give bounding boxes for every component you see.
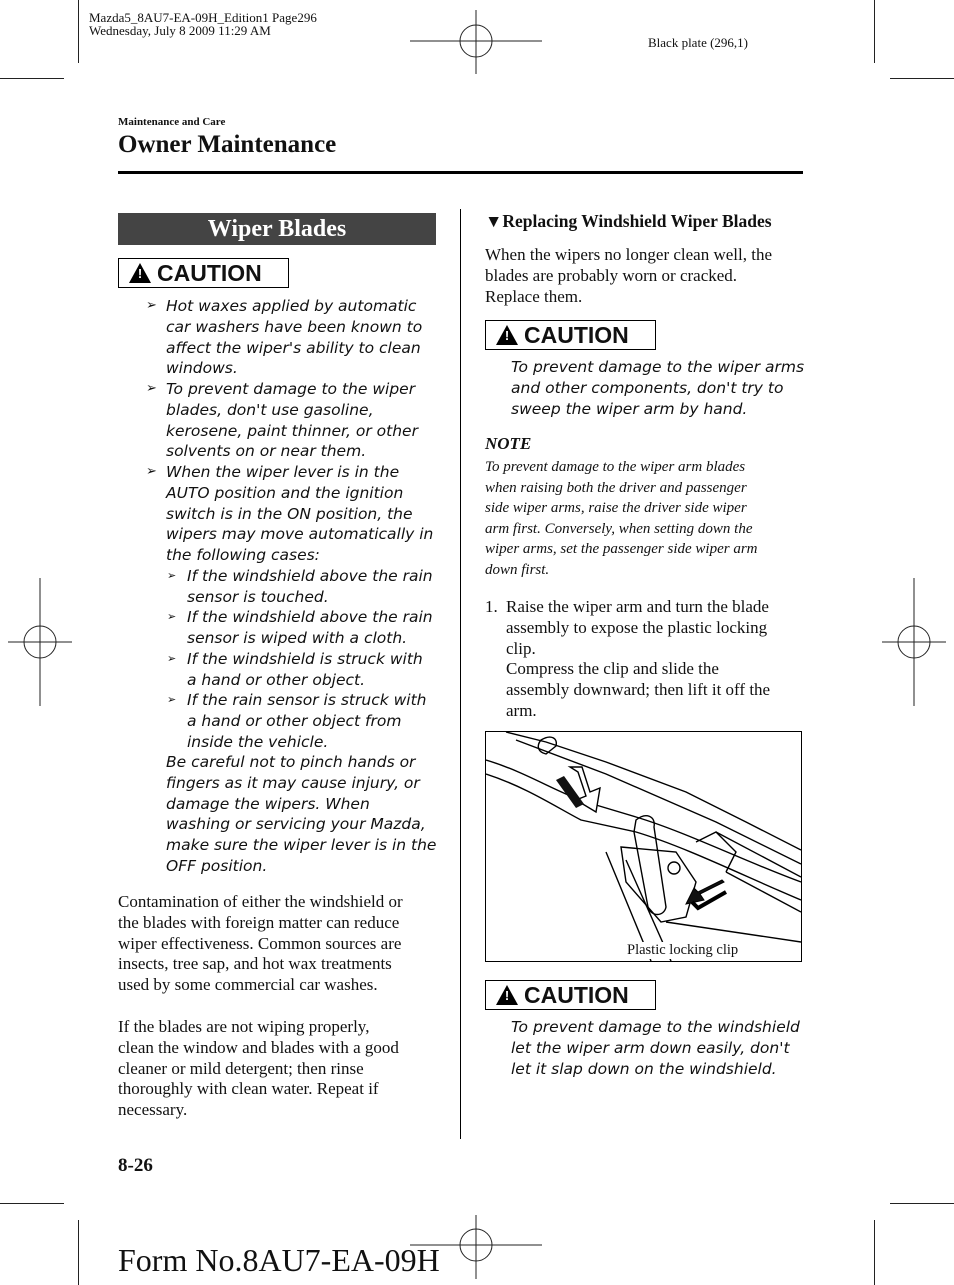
bullet-line: a hand or other object. xyxy=(187,670,366,689)
bullet-line: kerosene, paint thinner, or other xyxy=(166,421,418,440)
caution-line: let the wiper arm down easily, don't xyxy=(511,1038,790,1057)
warning-line: washing or servicing your Mazda, xyxy=(166,815,426,834)
body-line: necessary. xyxy=(118,1100,188,1120)
exclamation-icon: ! xyxy=(504,988,510,1003)
note-line: wiper arms, set the passenger side wiper arm xyxy=(485,541,758,558)
bullet-line: Hot waxes applied by automatic xyxy=(166,297,417,315)
warning-line: damage the wipers. When xyxy=(166,794,370,813)
caution-line: sweep the wiper arm by hand. xyxy=(511,399,748,418)
body-line: clean the window and blades with a good xyxy=(118,1037,399,1057)
note-line: To prevent damage to the wiper arm blades xyxy=(485,459,746,475)
wiper-illustration xyxy=(485,731,802,962)
note-text xyxy=(485,457,758,581)
bullet-line: When the wiper lever is in the xyxy=(166,463,400,481)
slide-arrow-icon xyxy=(686,880,726,908)
bullet-line: wipers may move automatically in xyxy=(166,525,434,544)
note-line: when raising both the driver and passenger xyxy=(485,479,747,496)
arrow-bullet-icon: ➢ xyxy=(146,464,157,479)
print-file-line: Mazda5_8AU7-EA-09H_Edition1 Page296 xyxy=(89,10,317,25)
bullet-line: If the windshield is struck with xyxy=(187,650,423,668)
caution-line: and other components, don't try to xyxy=(511,378,784,397)
arrow-bullet-icon: ➢ xyxy=(167,652,177,665)
print-date-line: Wednesday, July 8 2009 11:29 AM xyxy=(89,23,271,38)
body-line: cleaner or mild detergent; then rinse xyxy=(118,1058,364,1078)
paragraph-cleaning xyxy=(118,1017,399,1121)
note-line: side wiper arms, raise the driver side wiper xyxy=(485,500,747,517)
paragraph-contamination xyxy=(118,892,403,996)
body-line: Contamination of either the windshield or xyxy=(118,892,403,911)
triangle-down-icon: ▼ xyxy=(485,211,503,231)
caution-line: let it slap down on the windshield. xyxy=(511,1059,777,1078)
note-line: arm first. Conversely, when setting down the xyxy=(485,520,753,537)
bullet-line: AUTO position and the ignition xyxy=(166,483,404,502)
exclamation-icon: ! xyxy=(504,328,510,343)
push-arrow-icon xyxy=(556,767,600,812)
bullet-line: the following cases: xyxy=(166,546,320,565)
caution-box xyxy=(485,320,656,350)
caution-text xyxy=(511,1017,800,1079)
body-line: When the wipers no longer clean well, the xyxy=(485,245,773,264)
bullet-line: a hand or other object from xyxy=(187,711,402,730)
wiper-drawing xyxy=(486,732,801,961)
arrow-bullet-icon: ➢ xyxy=(146,381,157,396)
intro-paragraph xyxy=(485,245,772,307)
bullet-line: To prevent damage to the wiper xyxy=(166,380,416,398)
page-number: 8-26 xyxy=(118,1155,153,1176)
subheading xyxy=(485,211,772,232)
step-number: 1. xyxy=(485,597,498,616)
figure-label: Plastic locking clip xyxy=(627,942,739,958)
caution-label: CAUTION xyxy=(157,260,262,286)
caution-warning-text xyxy=(166,752,436,877)
warning-line: OFF position. xyxy=(166,856,268,875)
body-line: If the blades are not wiping properly, xyxy=(118,1017,370,1036)
registration-mark-top xyxy=(410,10,542,74)
section-label: Maintenance and Care xyxy=(118,116,226,128)
bullet-line: If the windshield above the rain xyxy=(187,608,433,626)
caution-label: CAUTION xyxy=(524,322,629,348)
bullet-line: solvents on or near them. xyxy=(166,442,367,461)
caution-box xyxy=(118,258,289,288)
header-rule xyxy=(118,171,803,174)
bullet-line: sensor is touched. xyxy=(187,587,329,606)
step-line: clip. xyxy=(506,638,536,658)
bullet-line: switch is in the ON position, the xyxy=(166,504,413,523)
arrow-bullet-icon: ➢ xyxy=(167,610,177,623)
caution-label: CAUTION xyxy=(524,982,629,1008)
bullet-line: sensor is wiped with a cloth. xyxy=(187,628,408,647)
exclamation-icon: ! xyxy=(137,266,143,281)
body-line: Replace them. xyxy=(485,286,583,306)
bullet-line: blades, don't use gasoline, xyxy=(166,400,374,419)
step-line: Compress the clip and slide the xyxy=(506,659,719,679)
warning-line: Be careful not to pinch hands or xyxy=(166,753,416,771)
step-text xyxy=(506,597,770,722)
body-line: wiper effectiveness. Common sources are xyxy=(118,933,402,953)
arrow-bullet-icon: ➢ xyxy=(167,569,177,582)
registration-mark-left xyxy=(8,578,72,706)
bullet-line: windows. xyxy=(166,359,238,378)
arrow-bullet-icon: ➢ xyxy=(146,298,157,313)
subheading-text: Replacing Windshield Wiper Blades xyxy=(502,211,772,231)
page-title: Owner Maintenance xyxy=(118,131,337,158)
step-line: assembly to expose the plastic locking xyxy=(506,617,768,637)
caution-box xyxy=(485,980,656,1010)
step-line: Raise the wiper arm and turn the blade xyxy=(506,597,769,616)
bullet-line: If the rain sensor is struck with xyxy=(187,691,427,709)
step-line: arm. xyxy=(506,700,537,720)
caution-text xyxy=(511,357,804,419)
bullet-line: inside the vehicle. xyxy=(187,732,329,751)
note-line: down first. xyxy=(485,561,550,578)
body-line: blades are probably worn or cracked. xyxy=(485,265,738,285)
caution-line: To prevent damage to the wiper arms xyxy=(511,358,805,376)
plate-label: Black plate (296,1) xyxy=(648,35,748,50)
section-banner: Wiper Blades xyxy=(118,213,436,245)
form-number: Form No.8AU7-EA-09H xyxy=(118,1242,440,1278)
body-line: the blades with foreign matter can reduce xyxy=(118,912,400,932)
body-line: used by some commercial car washes. xyxy=(118,975,378,995)
bullet-line: car washers have been known to xyxy=(166,317,423,336)
registration-mark-right xyxy=(882,578,946,706)
column-divider xyxy=(460,209,461,1139)
warning-line: make sure the wiper lever is in the xyxy=(166,836,437,855)
body-line: thoroughly with clean water. Repeat if xyxy=(118,1079,379,1099)
caution-line: To prevent damage to the windshield xyxy=(511,1018,800,1036)
body-line: insects, tree sap, and hot wax treatments xyxy=(118,954,392,974)
arrow-bullet-icon: ➢ xyxy=(167,693,177,706)
step-line: assembly downward; then lift it off the xyxy=(506,680,771,700)
warning-line: fingers as it may cause injury, or xyxy=(166,773,420,792)
bullet-line: affect the wiper's ability to clean xyxy=(166,338,421,357)
note-label: NOTE xyxy=(485,434,532,453)
bullet-line: If the windshield above the rain xyxy=(187,567,433,585)
